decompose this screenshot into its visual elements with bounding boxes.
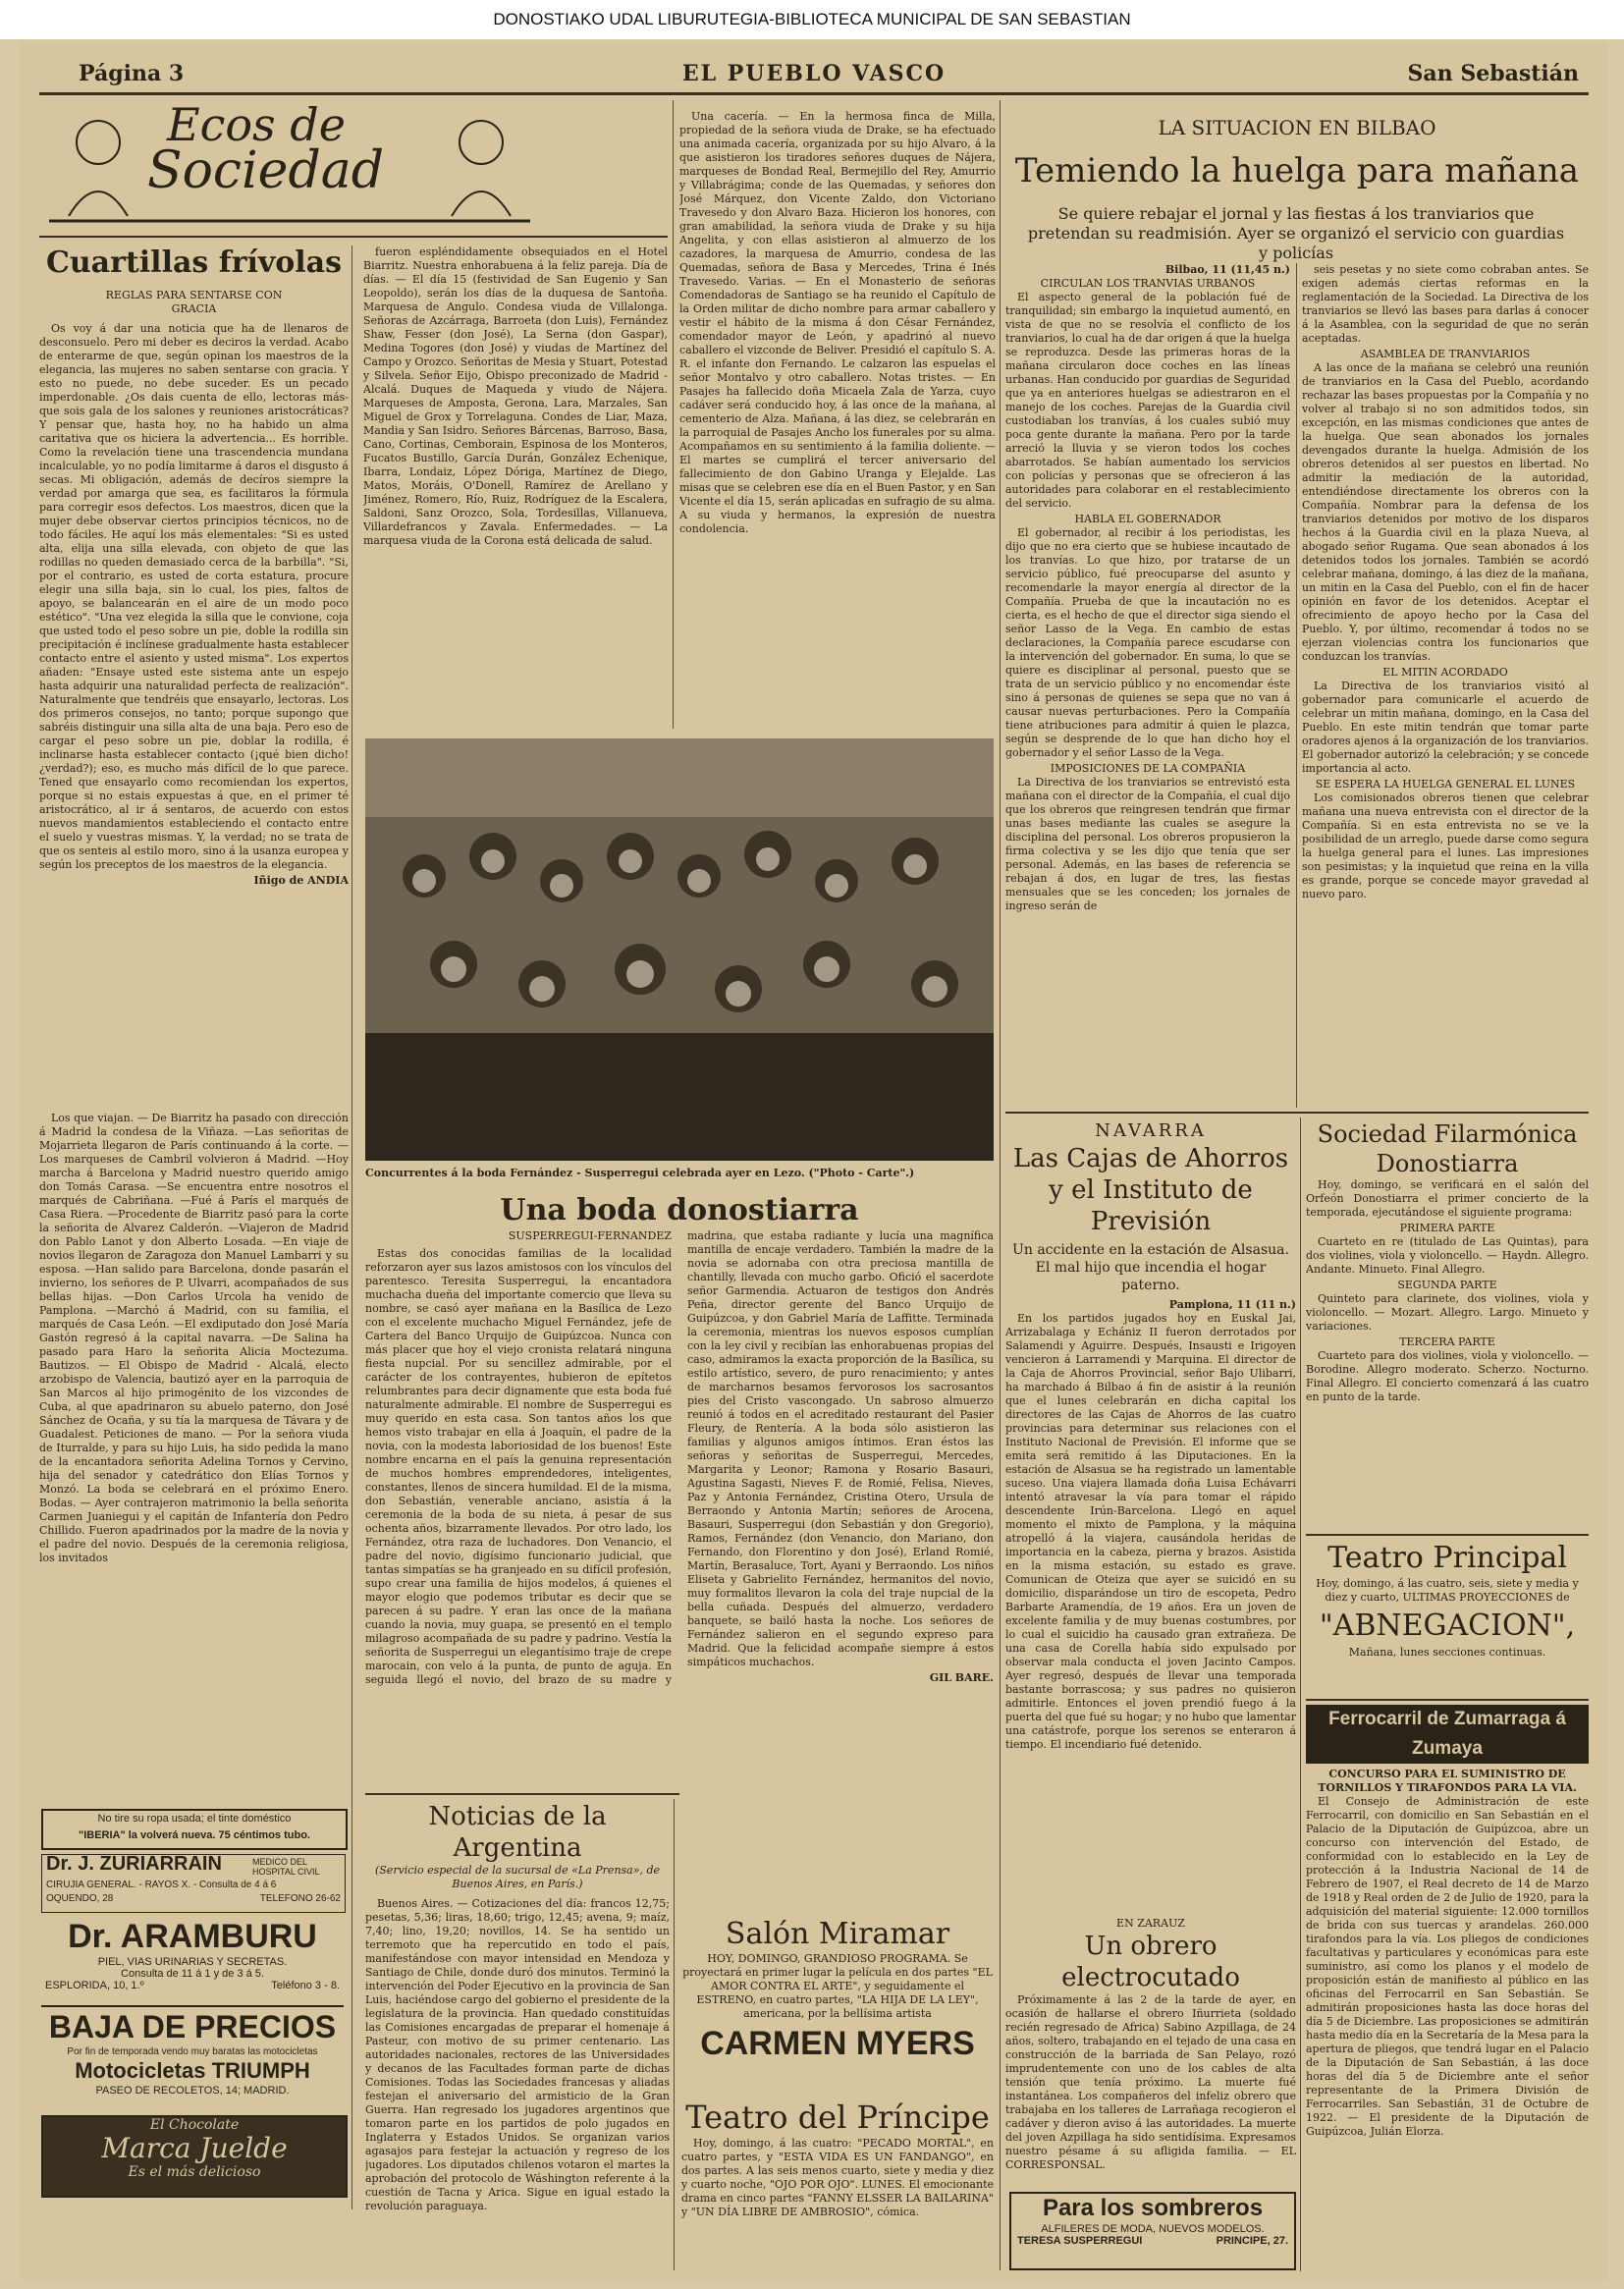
argentina-rule: [365, 1793, 679, 1795]
miramar-star: CARMEN MYERS: [700, 2025, 975, 2062]
filarmonica-part2: SEGUNDA PARTE: [1397, 1279, 1497, 1291]
cuartillas-subtitle: REGLAS PARA SENTARSE CON GRACIA: [105, 289, 283, 315]
iberia-line1: No tire su ropa usada; el tinte doméstico: [97, 1813, 292, 1825]
chocolate-line1: El Chocolate: [149, 2117, 240, 2133]
aramburu-specialty: PIEL, VIAS URINARIAS Y SECRETAS.: [97, 1956, 288, 1968]
principal-foot: Mañana, lunes secciones continuas.: [1348, 1646, 1546, 1659]
filarmonica-part3-body: Cuarteto para dos violines, viola y violoncello. — Borodine. Allegro moderato. Scherzo. Nocturno. Final Allegro. El concierto comenzará á las cuatro en punto de la tarde.: [1306, 1349, 1589, 1403]
argentina-article: [365, 1801, 670, 2272]
masthead: [39, 61, 1589, 90]
baja-precios-title: BAJA DE PRECIOS: [48, 2009, 337, 2044]
navarra-kicker: NAVARRA: [1095, 1120, 1207, 1141]
bilbao-body1: El aspecto general de la población fué de tranquilidad; sin embargo la inquietud aumentó, en vista de que no se resolvía el conflicto de los tranviarios, lo cual ha de dar origen á que la huelga se reproduzca. Desde las primeras horas de la mañana circularon doce coches en las líneas urbanas. Han conducido por guardias de Seguridad que ya en anteriores huelgas se adiestraron en el manejo de los coches. Parejas de la Guardia civil custodiaban los tranvías, á los cuales subió muy poca gente durante la mañana. Pero por la tarde arreció la lluvia y se vieron todos los coches abarrotados. Se habían aumentado los servicios con policías y personas que se ofrecieron á las autoridades para colaborar en el restablecimiento del servicio.: [1005, 291, 1290, 510]
aramburu-phone: Teléfono 3 - 8.: [271, 1980, 340, 1991]
bilbao-sub3: IMPOSICIONES DE LA COMPAÑIA: [1050, 762, 1246, 775]
principe-theatre-ad: [681, 2098, 994, 2274]
social-notes-mid: [363, 245, 668, 727]
bilbao-body2: El gobernador, al recibir á los periodistas, les dijo que no era cierto que se hubiese incautado de los tranvías. Lo que hizo, por tratarse de un servicio público, fué preocuparse del asunto y recomendarle la mayor energía al director de la Compañía. Prueba de que la incautación no es cierta, es el hecho de que el director siga siendo el señor Lasso de la Vega. En cambio de estas declaraciones, la Compañía parece escudarse con la intervención del gobernador. En suma, lo que se quiere es disciplinar al personal, puesto que se trata de un servicio público y no encomendar éste sino á personas de quienes se sepa que no van á causar nuevas perturbaciones. Pero la Compañía tiene atribuciones para admitir á quien le plazca, según se desprende de lo que han dicho hoy el gobernador y el señor Lasso de la Vega.: [1005, 526, 1290, 759]
aramburu-address: ESPLORIDA, 10, 1.º: [45, 1980, 144, 1991]
ferrocarril-body: El Consejo de Administración de este Ferrocarril, con domicilio en San Sebastián en el Palacio de la Diputación de Guipúzcoa, abre un concurso con intervención del Estado, de conformidad con lo establecido en la Ley de protección á la Industria Nacional de 14 de Febrero de 1907, el Real decreto de 14 de Marzo de 1918 y Real orden de 2 de Julio de 1920, para la adquisición del material siguiente: 12.000 tornillos de brida con sus tuercas y arandelas. 260.000 tirafondos para la vía. Los pliegos de condiciones facultativas y particulares y económicas para este suministro, así como los planos y el modelo de proposición están de manifiesto al público en las oficinas del Ferrocarril en San Sebastián. Se admitirán proposiciones hasta las doce horas del día 5 de Diciembre. Las proposiciones se admitirán hasta medio día en la Secretaría de la Mesa para la apertura de pliegos, que tendrá lugar en el Palacio de la Diputación de San Sebastián, á las doce horas del día 5 de Diciembre ante el señor representante de la Primera División de Ferrocarriles. San Sebastián, 31 de Octubre de 1922. — El presidente de la Diputación de Guipúzcoa, Julián Elorza.: [1306, 1795, 1589, 2138]
page-number: Página 3: [79, 61, 185, 86]
bilbao-kicker: LA SITUACION EN BILBAO: [1158, 116, 1436, 139]
ecos-word2: Sociedad: [147, 141, 385, 200]
iberia-ad: [41, 1809, 348, 1850]
boda-subtitle: SUSPERREGUI-FERNANDEZ: [508, 1229, 672, 1242]
masthead-rule: [39, 92, 1589, 95]
column-divider-6: [1300, 1117, 1301, 2271]
principal-rule: [1306, 1534, 1589, 1536]
ecos-de-sociedad-heading: [39, 98, 540, 236]
cuartillas-body: Os voy á dar una noticia que ha de llenaros de desconsuelo. Pero mi deber es deciros la verdad. Acabo de enterarme de que, según opinan los maestros de la elegancia, las mujeres no saben sentarse con gracia. Y esto no puede, no debe suceder. Es un pecado imperdonable. ¿Os dais cuenta de ello, lectoras más-que sois gala de los salones y reuniones aristocráticas? Y pensar que, hasta hoy, no ha habido un alma caritativa que os hiciera la advertencia... Es horrible. Como la revelación tiene una trascendencia mundana incalculable, yo no podía limitarme á daros el disgusto á secas. Mi obligación, además de decíros siempre la verdad por amarga que sea, es facilitaros la fórmula para corregir esos defectos. Los maestros, dicen que la mujer debe observar ciertos principios técnicos, no de todo fáciles. He aquí los más elementales: "Si es usted alta, elija una silla elevada, con objeto de que las rodillas no queden demasiado cerca de la barbilla". "Si, por el contrario, es usted de corta estatura, procure elegir una silla baja, sin lo cual, los pies, faltos de apoyo, se balancearán en el aire de un modo poco estético". "Una vez elegida la silla que le convione, coja que usted todo el peso sobre un pie, doble la rodilla sin precipitación é inclínese gradualmente hasta establecer contacto entre el asiento y usted misma". Los expertos añaden: "Ensaye usted este sistema ante un espejo hasta adquirir una naturalidad perfecta de realización". Naturalmente que tendréis que ensayarlo, lectoras. Los dos primeros consejos, no tanto; porque supongo que sabréis distinguir una silla alta de una baja. Pero eso de cargar el peso sobre un pie, doblar la rodilla, é inclinarse hasta establecer contacto (¡qué bien dicho! ¿verdad?); eso, es mucho más difícil de lo que parece. Tened que ensayarlo como recomiendan los expertos, porque si no estais expuestas á que, en el primer té aristocrático, al ir á sentaros, de acuerdo con estos nuevos mandamientos estableciendo el contacto entre el suelo y vuestras mismas. Y, la verdad; no se trata de que os senteis al estilo moro, sino á la usanza europea y según los preceptos de los maestros de la elegancia.: [39, 322, 349, 871]
sombreros-ad: [1009, 2192, 1296, 2270]
zarauz-title: Un obrero electrocutado: [1061, 1932, 1240, 1992]
aramburu-hours: Consulta de 11 á 1 y de 3 á 5.: [121, 1968, 264, 1980]
bilbao-bottom-rule: [1005, 1112, 1589, 1114]
chocolate-line3: Es el más delicioso: [128, 2164, 261, 2180]
column-divider-4: [1000, 100, 1001, 2270]
ferrocarril-rule: [1306, 1699, 1589, 1701]
zarauz-body: Próximamente á las 2 de la tarde de ayer, en ocasión de hallarse el obrero Iñurrieta (soldado recién regresado de Africa) Sabino Azpillaga, de 24 años, soltero, trabajando en el tejado de una casa en construcción de la barriada de San Pelayo, rozó imprudentemente con uno de los cables de alta tensión que tenía próximo. La muerte fué instantánea. Los compañeros del infeliz obrero que trabajaba en los talleres de Larrañaga recogieron el cadáver y dieron aviso á las autoridades. La muerte del joven Azpillaga ha sido sentidísima. Expresamos nuestro pésame á su afligida familia. — EL CORRESPONSAL.: [1005, 1993, 1296, 2171]
social-notes-mid2: [679, 110, 996, 729]
ferrocarril-title: Ferrocarril de Zumarraga á Zumaya: [1306, 1705, 1589, 1764]
filarmonica-part3: TERCERA PARTE: [1399, 1335, 1495, 1348]
miramar-ad: [681, 1917, 994, 2094]
baja-precios-body: Por fin de temporada vendo muy baratas las motocicletas: [67, 2046, 318, 2057]
ecos-word1: Ecos de: [167, 98, 346, 151]
navarra-deck: Un accidente en la estación de Alsasua. El mal hijo que incendia el hogar paterno.: [1012, 1242, 1289, 1293]
cuartillas-article: [39, 245, 349, 1110]
column-divider-5: [1296, 263, 1297, 1108]
zuriarrain-services: CIRUJIA GENERAL. - RAYOS X. - Consulta de 4 á 6: [46, 1880, 277, 1890]
bilbao-title: Temiendo la huelga para mañana: [1014, 151, 1580, 191]
social-left-text: Los que viajan. — De Biarritz ha pasado con dirección á Madrid la condesa de la Viñaza. —Las señoritas de Mojarrieta llegaron de París continuando á la corte. —Los marqueses de Cambril volvieron á Madrid. —Hoy marcha á Barcelona y Madrid nuestro querido amigo don Tomás Carasa. —Se encuentra entre nosotros el marqués de Cabriñana. —Fué á París el marqués de Casa Riera. —Procedente de Biarritz pasó para la corte la señorita de Alvarez Calderón. —Viajeron de Madrid don Pablo Lanot y don Alberto Losada. —En viaje de novios llegaron de Zaragoza don Manuel Lambarri y su esposa. —Han salido para Barcelona, donde pasarán el invierno, los señores de P. Ulvarri, acompañados de sus bellas hijas. —Don Carlos Urcola ha venido de Pamplona. —Marchó á Madrid, con su familia, el marqués de Casa León. —El exdiputado don José María Gastón regresó á la capital navarra. —De Salina ha pasado para Haro la señorita Alicia Moctezuma. Bautizos. — El Obispo de Madrid - Alcalá, electo arzobispo de Valencia, bautizó ayer en la parroquia de San Marcos al hijo primogénito de los vizcondes de Cuba, al que apadrinaron su abuelo paterno, don José Sánchez de Ocaña, y su tía la marquesa de Távara y de Guadalest. Peticiones de mano. — Por la señora viuda de Iturralde, y para su hijo Luis, ha sido pedida la mano de la encantadora señorita Adelina Tornos y Cervino, hija del senador y catedrático don Elías Tornos y Monzó. La boda se celebrará en el próximo Enero. Bodas. — Ayer contrajeron matrimonio la bella señorita Carmen Juaniegui y el capitán de Infantería don Pedro Chillido. Fueron apadrinados por la madre de la novia y el padre del novio. Después de la ceremonia religiosa, los invitados: [39, 1112, 349, 1564]
sombreros-subtitle: ALFILERES DE MODA, NUEVOS MODELOS.: [1041, 2223, 1265, 2235]
navarra-title: Las Cajas de Ahorros y el Instituto de Previsión: [1012, 1144, 1289, 1236]
baja-precios-ad: [41, 2005, 344, 2109]
column-divider-3: [674, 1799, 675, 2270]
sombreros-title: Para los sombreros: [1042, 2195, 1264, 2221]
bilbao-col-a: [1005, 263, 1290, 1108]
photo-caption: Concurrentes á la boda Fernández - Susperregui celebrada ayer en Lezo. ("Photo - Carte".): [365, 1167, 915, 1179]
ferrocarril-notice: [1306, 1705, 1589, 2270]
bilbao-dateline: Bilbao, 11 (11,45 n.): [1164, 263, 1290, 276]
zuriarrain-role: MEDICO DEL HOSPITAL CIVIL: [252, 1857, 320, 1877]
filarmonica-part1: PRIMERA PARTE: [1399, 1222, 1495, 1234]
wedding-guests-image-icon: [365, 738, 994, 1161]
aramburu-ad: [41, 1917, 344, 1999]
aramburu-name: Dr. ARAMBURU: [68, 1918, 317, 1955]
newspaper-title: EL PUEBLO VASCO: [681, 61, 947, 86]
ecos-rule: [39, 236, 668, 238]
wedding-photo: [365, 738, 994, 1161]
zuriarrain-ad: [41, 1854, 346, 1913]
principal-title: Teatro Principal: [1327, 1541, 1567, 1575]
bilbao-sub4: ASAMBLEA DE TRANVIARIOS: [1360, 348, 1531, 360]
city-label: San Sebastián: [1407, 61, 1579, 86]
social-mid-text: fueron espléndidamente obsequiados en el Hotel Biarritz. Nuestra enhorabuena á la feliz pareja. Día de días. — El día 15 (festividad de San Eugenio y San Leopoldo), serán los días de la duquesa de Santoña. Marquesa de Angulo. Condesa viuda de Villalonga. Señoras de Azcárraga, Barroeta (don Luis), Fernández Shaw, Fesser (don José), La Serna (don Gaspar), Medina Togores (don José) y viudas de Martínez del Campo y Orozco. Señoritas de Mesia y Stuart, Potestad y Silvela. Señor Eijo, Obispo preconizado de Madrid - Alcalá. Duques de Maqueda y viudo de Nájera. Marqueses de Amposta, Gerona, Lara, Marzales, San Miguel de Grox y Torrelaguna. Condes de Liar, Maza, Mandia y San Isidro. Señores Bárcenas, Barroso, Basa, Cano, Cortinas, Cemborain, Espinosa de los Monteros, Fucatos Bustillo, García Durán, González Echenique, Ibarra, Londaiz, López Dóriga, Martínez de Diego, Matos, Moráis, O'Donell, Ramírez de Arellano y Jiménez, Romero, Río, Ruiz, Rodríguez de la Escalera, Saldoni, Sanz Orozco, Sola, Tordesillas, Villanueva, Villardefrancos y Zavala. Enfermedades. — La marquesa viuda de la Corona está delicada de salud.: [363, 245, 668, 547]
bilbao-sub1: CIRCULAN LOS TRANVIAS URBANOS: [1040, 277, 1256, 290]
triumph-name: Motocicletas TRIUMPH: [75, 2058, 310, 2083]
principe-body: Hoy, domingo, á las cuatro: "PECADO MORTAL", en cuatro partes, y "ESTA VIDA ES UN FANDANGO", en dos partes. A las seis menos cuarto, siete y media y diez y cuarto noche, "OJO POR OJO". LUNES. El emocionante drama en cinco partes "FANNY ELSSER LA BAILARINA" y "UN DÍA LIBRE DE AMBROSIO", cómica.: [681, 2137, 994, 2218]
zuriarrain-address: OQUENDO, 28: [46, 1893, 114, 1904]
bilbao-sub5: EL MITIN ACORDADO: [1382, 666, 1508, 679]
zuriarrain-phone: TELEFONO 26-62: [259, 1893, 341, 1904]
zuriarrain-name: Dr. J. ZURIARRAIN: [46, 1853, 222, 1875]
bilbao-body4: seis pesetas y no siete como cobraban antes. Se exigen además ciertas reformas en la reglamentación de la Sociedad. La Directiva de los tranviarios se llevó las bases para darlas á conocer á la Asamblea, con la seguridad de que no serán aceptadas.: [1302, 263, 1589, 345]
argentina-body: Buenos Aires. — Cotizaciones del día: francos 12,75; pesetas, 5,36; liras, 18,60; trigo, 12,45; avena, 9; maíz, 7,40; lino, 19,20; novillos, 14. Se ha sentido un terremoto que ha repercutido en todo el país, manifestándose con mayor intensidad en Mendoza y Santiago de Chile, donde duró dos minutos. Terminó la intervención del Poder Ejecutivo en la provincia de San Luis, haciéndose cargo del gobierno el presidente de la legislatura de la provincia. Han quedado constituídas las Comisiones encargadas de preparar el homenaje á Pasteur, con motivo de su primer centenario. Las autoridades nacionales, rectores de las Universidades y decanos de las Facultades forman parte de dichas Comisiones. Todas las Sociedades francesas y aliadas festejan el aniversario del armisticio de la Gran Guerra. Han regresado los jugadores argentinos que tomaron parte en los partidos de polo jugados en Inglaterra y Estados Unidos. Se organizan varios agasajos para festejar la actuación y regreso de los jugadores. Los diputados chilenos votaron el martes la aprobación del protocolo de Wáshington referente á la cuestión de Tacna y Arica. Sigue en igual estado la revolución paraguaya.: [365, 1897, 670, 2212]
boda-signature: GIL BARE.: [929, 1671, 994, 1684]
filarmonica-part2-body: Quinteto para clarinete, dos violines, viola y violoncello. — Mozart. Allegro. Largo. Minueto y variaciones.: [1306, 1292, 1589, 1333]
principal-film: "ABNEGACION",: [1319, 1608, 1576, 1643]
triumph-address: PASEO DE RECOLETOS, 14; MADRID.: [95, 2085, 290, 2097]
bilbao-body3: La Directiva de los tranviarios se entrevistó esta mañana con el director de la Compañía, el cual dijo que los obreros que reingresen tendrán que firmar unas bases mediante las cuales se asegure la disciplina del personal. Los obreros propusieron la firma colectiva y se les dijo que tenía que ser personal. Además, en las bases de referencia se rebajan á dos, en lugar de tres, las fiestas mensuales que se les conceden; los jornales de ingreso serán de: [1005, 776, 1290, 912]
social-notes-left: [39, 1112, 349, 1799]
iberia-line2: "IBERIA" la volverá nueva. 75 céntimos tubo.: [78, 1829, 310, 1841]
chocolate-brand: Marca Juelde: [101, 2132, 288, 2164]
zarauz-article: [1005, 1917, 1296, 2172]
filarmonica-title: Sociedad Filarmónica Donostiarra: [1317, 1120, 1578, 1177]
zarauz-kicker: EN ZARAUZ: [1116, 1917, 1185, 1930]
bilbao-sub2: HABLA EL GOBERNADOR: [1074, 513, 1221, 525]
bilbao-col-b: [1302, 263, 1589, 1108]
navarra-body: En los partidos jugados hoy en Euskal Jai, Arrizabalaga y Echániz II fueron derrotados por Salamendi y Aguirre. Después, Insausti e Irigoyen vencieron á Larramendi y Marquina. El director de la Caja de Ahorros Provincial, señor Bajo Ulibarri, ha marchado á Bilbao á fin de asistir á la reunión que el lunes celebrarán en dicha capital los directores de las Cajas de Ahorros de las cuatro provincias para determinar sus relaciones con el Instituto Nacional de Previsión. El informe que se emita será remitido á las Diputaciones. En la estación de Alsasua se ha registrado un lamentable suceso. Una viajera llamada doña Luisa Echávarri intentó atravesar la vía para tomar el rápido descendente Irún-Barcelona. Llegó en aquel momento el mixto de Pamplona, y la máquina atropelló á la viajera, causándola heridas de importancia en la cabeza, pierna y brazos. Asistida en la misma estación, su estado es grave. Comunican de Oteiza que ayer se suicidó en su domicilio, disparándose un tiro de escopeta, Pedro Barbarte Aramendía, de 19 años. Era un joven de excelente familia y de muy buenas costumbres, por lo cual el suicidio ha causado gran extrañeza. De una casa de Corella había sido expulsado por observar mala conducta el joven Jacinto Campos. Ayer regresó, después de llevar una temporada bastante borrascosa; y sus padres no quisieron admitirle. Entonces el joven prendió fuego á la puerta del que fué su hogar; y no hubo que lamentar una catástrofe, porque los serenos se enteraron á tiempo. El incendiario fué detenido.: [1005, 1312, 1296, 1751]
miramar-title: Salón Miramar: [725, 1917, 950, 1951]
filarmonica-part1-body: Cuarteto en re (titulado de Las Quintas), para dos violines, viola y violoncello. — Haydn. Allegro. Andante. Minueto. Final Allegro.: [1306, 1235, 1589, 1276]
bilbao-sub6: SE ESPERA LA HUELGA GENERAL EL LUNES: [1315, 778, 1576, 790]
cuartillas-title: Cuartillas frívolas: [45, 245, 343, 280]
bilbao-body5: A las once de la mañana se celebró una reunión de tranviarios en la Casa del Pueblo, acordando rechazar las bases propuestas por la Compañía y no volver al trabajo si no son admitidos todos, sin excepción, en las mismas condiciones que antes de la huelga. Que sean abonados los jornales devengados durante la huelga. Admisión de los obreros detenidos al ser puestos en libertad. No admitir la mediación de la autoridad, entendiéndose directamente los obreros con la Compañía. Nombrar para la defensa de los tranviarios detenidos por motivo de los disparos hechos á la Guardia civil en la plaza Nueva, al abogado señor Rugama. Que sean abonados á los detenidos todos los jornales. También se acordó celebrar mañana, domingo, á las diez de la mañana, un mitin en la Casa del Pueblo, con el fin de hacer opinión en favor de los detenidos. Aceptar el ofrecimiento de apoyo hecho por la Casa del Pueblo. Y, por último, recomendar á todos no se ejerzan violencias contra los funcionarios que conduzcan los tranvías.: [1302, 361, 1589, 663]
principal-body: Hoy, domingo, á las cuatro, seis, siete y media y diez y cuarto, ULTIMAS PROYECCIONES de: [1316, 1577, 1579, 1604]
navarra-dateline: Pamplona, 11 (11 n.): [1168, 1298, 1296, 1311]
ferrocarril-subtitle: CONCURSO PARA EL SUMINISTRO DE TORNILLOS Y TIRAFONDOS PARA LA VIA.: [1318, 1768, 1577, 1794]
boda-title: Una boda donostiarra: [500, 1193, 859, 1227]
column-divider-2: [673, 100, 674, 729]
argentina-subtitle: (Servicio especial de la sucursal de «La Prensa», de Buenos Aires, en París.): [374, 1864, 661, 1890]
filarmonica-article: [1306, 1119, 1589, 1532]
chocolate-ad: [41, 2115, 348, 2198]
filarmonica-body: Hoy, domingo, se verificará en el salón del Orfeón Donostiarra el primer concierto de la temporada, ejecutándose el siguiente programa:: [1306, 1178, 1589, 1219]
bilbao-body6: La Directiva de los tranviarios visitó al gobernador para comunicarle el acuerdo de celebrar un mitin mañana, domingo, en la Casa del Pueblo. En este mitin tendrán que tomar parte oradores ajenos á la organización de los tranviarios. El gobernador autorizó la celebración; y se concede importancia al acto.: [1302, 680, 1589, 775]
sombreros-address: PRINCIPE, 27.: [1216, 2235, 1288, 2247]
social-mid2-text: Una cacería. — En la hermosa finca de Milla, propiedad de la señora viuda de Drake, se ha efectuado una animada cacería, organizada por su hijo Alvaro, á la que asistieron los tiradores señores duques de Nájera, marqueses de Bondad Real, Bermejillo del Rey, Amurrio y Villabrágima; conde de las Quemadas, y señores don José Márquez, don Vicente Zaldo, don Victoriano Travesedo y don Alvaro Baza. Hicieron los honores, con gran amabilidad, la señora viuda de Drake y su hija Angelita, y con ellas asistieron al almuerzo de los cazadores, la marquesa de Amurrio, condesa de las Quemadas, señora de Basa y Mercedes, Trina é Inés Travesedo. Varias. — En el Monasterio de señoras Comendadoras de Santiago se ha reunido el Capítulo de la Orden militar de dicho nombre para armar caballero y vestir el hábito de la misma á don César Fernández, comendador mayor de León, y apadrinó al nuevo caballero el vizconde de Beliver. Presidió el capítulo S. A. R. el infante don Fernando. Le calzaron las espuelas el señor Montalvo y otro caballero. Notas tristes. — En Pasajes ha fallecido doña Micaela Zala de Yarza, cuyo cadáver será conducido hoy, á las once de la mañana, al cementerio de Alza. Mañana, á las diez, se celebrarán en la parroquial de Pasajes Ancho los funerales por su alma. Acompañamos en su sentimiento á la familia doliente. —El martes se cumplirá el tercer aniversario del fallecimiento de don Gabino Uranga y Elejalde. Las misas que se celebren ese día en el Buen Pastor, y en San Vicente el día 15, serán aplicadas en sufragio de su alma. A su viuda y hermanos, la expresión de nuestra condolencia.: [679, 110, 996, 535]
teatro-principal-ad: [1306, 1540, 1589, 1697]
principe-title: Teatro del Príncipe: [685, 2098, 990, 2136]
bilbao-body7: Los comisionados obreros tienen que celebrar mañana una nueva entrevista con el director de la Compañía. Si en esta entrevista no se ve la posibilidad de un arreglo, puede darse como segura la huelga general para el lunes. Las impresiones son pesimistas; y la inquietud que reina en la villa es grande, porque se concede mayor gravedad al nuevo paro.: [1302, 791, 1589, 900]
navarra-article: [1005, 1119, 1296, 1905]
archive-banner: DONOSTIAKO UDAL LIBURUTEGIA-BIBLIOTECA MUNICIPAL DE SAN SEBASTIAN: [0, 0, 1624, 39]
newspaper-page: [20, 41, 1608, 2280]
boda-body: Estas dos conocidas familias de la localidad reforzaron ayer sus lazos amistosos con los vínculos del parentesco. Teresita Susperregui, la encantadora muchacha dueña del importante comercio que lleva su nombre, se casó ayer mañana en la Basílica de Lezo con el excelente muchacho Miguel Fernández, jefe de Cartera del Banco Urquijo de Guipúzcoa. Nunca con más placer que hoy el viejo cronista relatará ninguna fiesta nupcial. Por su sencillez admirable, por el carácter de los contrayentes, hubieron de epítetos relumbrantes para decir dignamente que esta boda fué naturalmente admirable. El nombre de Susperregui es muy querido en esta casa. Son tantos años los que hemos visto trabajar en ella á Joaquín, el padre de la novia, con la modesta laboriosidad de los buenos! Este nombre encarna en el país la genuina representación de muchos hombres emprendedores, inteligentes, constantes, llenos de sincera humildad. El de la misma, don Sebastián, venerable anciano, asistía á la ceremonia de la boda de su nieta, á pesar de sus ochenta años, bizarramente llevados. Por otro lado, los Fernández, otra raza de luchadores. Don Venancio, el padre del novio, digísimo funcionario judicial, que tantas simpatías se ha granjeado en su difícil profesión, supo crear una familia de hijos modelos, á quienes el mayor elogio que podemos tributar es decir que se parecen á su padre. Y eran las once de la mañana cuando la novia, muy guapa, se presentó en el templo milagroso acompañada de su padre y padrino. Vestía la señorita de Susperregui un elegantísimo traje de crepe marocain, con velo á la punta, de punto de aguja. En seguida llegó el novio, del brazo de su madre y madrina, que estaba radiante y lucía una magnífica mantilla de encaje verdadero. También la madre de la novia se adornaba con otra preciosa mantilla de chantilly, llevada con mucho garbo. Ofició el sacerdote señor Garmendia. Actuaron de testigos don Andrés Peña, director gerente del Banco Urquijo de Guipúzcoa, y don Gabriel María de Laffitte. Terminada la ceremonia, mientras los nuevos esposos cumplían con la ley civil y recibían las enhorabuenas propias del caso, admiramos la exacta proporción de la Basílica, su estilo artístico, severo, de puro renacimiento; y antes de marcharnos besamos fervorosos los sacrosantos pies del Cristo vascongado. Un sabroso almuerzo reunió á todos en el acreditado restaurant del Pasier Fleury, de Rentería. A la boda sólo asistieron las familias y algunos amigos íntimos. Eran éstos las señoras y señoritas de Susperregui, Mercedes, Margarita y Leonor; Ramona y Rosario Basauri, Agustina Sagasti, Nieves F. de Romié, Felisa, Nieves, Paz y Antonia Fernández, Cristina Otero, Ursula de Berraondo y Antonia Martín; señores de Arocena, Basauri, Susperregui (don Sebastián y don Gregorio), Ramos, Fernández (don Venancio, don Mariano, don Fernando, don Florentino y don José), Erland Romié, Martín, Berasaluce, Tort, Ayani y Berraondo. Los niños Eliseta y Gabrielito Fernández, hermanitos del novio, muy formalitos llevaron la cola del traje nupcial de la bella cuñada. Después del almuerzo, verdadero banquete, se bailó hasta la noche. Los señores de Fernández salieron en el segundo expreso para Madrid. Que la felicidad acompañe siempre á estos simpáticos muchachos.: [365, 1229, 994, 1686]
cuartillas-signature: Iñigo de ANDIA: [253, 874, 349, 887]
miramar-body: HOY, DOMINGO, GRANDIOSO PROGRAMA. Se proyectará en primer lugar la película en dos partes "EL AMOR CONTRA EL ARTE", y seguidamente el ESTRENO, en cuatro partes, "LA HIJA DE LA LEY", americana, por la bellísima artista: [682, 1952, 993, 2020]
argentina-title: Noticias de la Argentina: [428, 1802, 607, 1863]
bilbao-deck: Se quiere rebajar el jornal y las fiestas á los tranviarios que pretendan su readmisión. Ayer se organizó el servicio con guardias y policías: [1027, 204, 1565, 262]
sombreros-name: TERESA SUSPERREGUI: [1017, 2235, 1143, 2247]
boda-article: [365, 1192, 994, 1789]
